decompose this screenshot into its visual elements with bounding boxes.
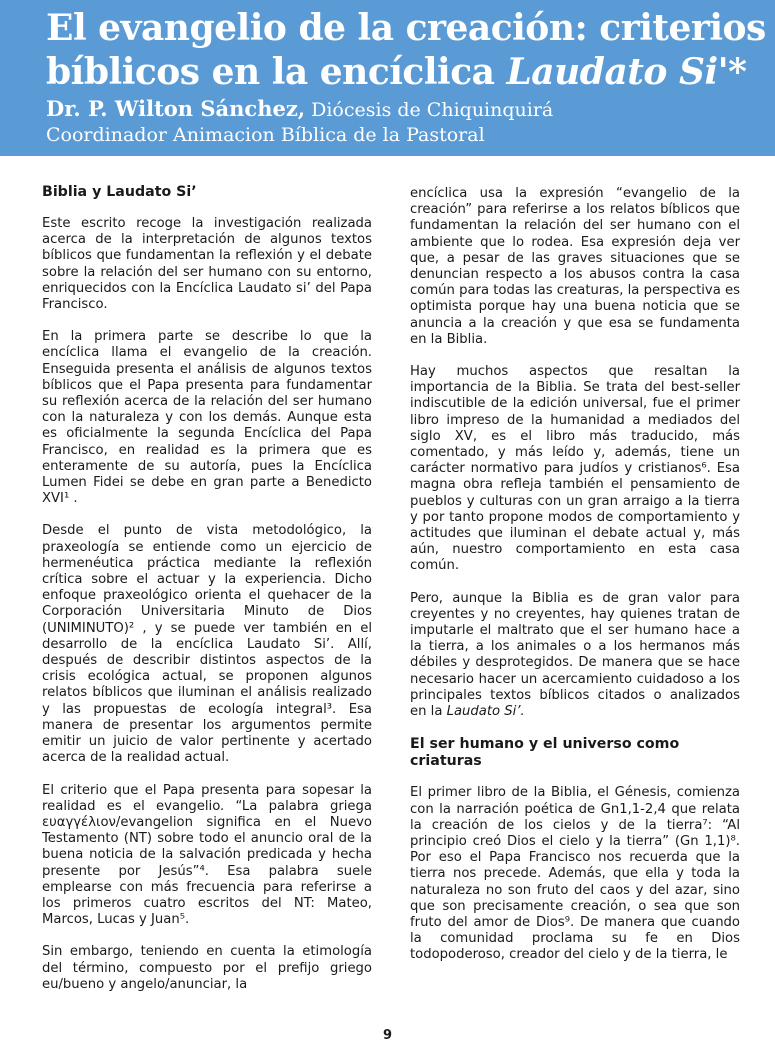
paragraph: El primer libro de la Biblia, el Génesis, comienza con la narración poética de Gn1,1-2,4 que relata la creación de los cielos y de la tierra⁷: “Al principio creó Dios el cielo y la tierra” (Gn 1,1)⁸. Por eso el Papa Francisco nos recuerda que la tierra nos precede. Además, que ella y toda la naturaleza no son fruto del caos y del azar, sino que son precisamente creación, o sea que son fruto del amor de Dios⁹. De manera que cuando la comunidad proclama su fe en Dios todopoderoso, creador del cielo y de la tierra, le [410, 785, 740, 963]
title-line-2-italic: Laudato Si'* [506, 51, 747, 93]
paragraph: Este escrito recoge la investigación realizada acerca de la interpretación de algunos textos bíblicos que fundamentan la reflexión y el debate sobre la relación del ser humano con su entorno, enriquecidos con la Encíclica Laudato si’ del Papa Francisco. [42, 216, 372, 313]
title-banner [0, 0, 775, 156]
title-line-2-plain: bíblicos en la encíclica [46, 51, 507, 93]
left-column [42, 184, 372, 1009]
page-number: 9 [382, 1028, 393, 1043]
paragraph: Hay muchos aspectos que resaltan la importancia de la Biblia. Se trata del best-seller indiscutible de la edición universal, fue el primer libro impreso de la humanidad a mediados del siglo XV, es el libro más traducido, más comentado, y más leído y, además, tiene un carácter normativo para judíos y cristianos⁶. Esa magna obra refleja también el pensamiento de pueblos y culturas con un gran arraigo a la tierra y por tanto propone modos de comportamiento y actitudes que iluminan el debate actual y, más aún, nuestro comportamiento en esta casa común. [410, 364, 740, 574]
paragraph: encíclica usa la expresión “evangelio de la creación” para referirse a los relatos bíblicos que fundamentan la relación del ser humano con el ambiente que lo rodea. Esa expresión deja ver que, a pesar de las graves situaciones que se denuncian respecto a los abusos contra la casa común para todas las creaturas, la perspectiva es optimista porque hay una buena noticia que se anuncia a la creación y que esa se fundamenta en la Biblia. [410, 186, 740, 347]
author-line [46, 96, 729, 123]
paragraph: El criterio que el Papa presenta para sopesar la realidad es el evangelio. “La palabra griega ευαγγέλιον/evangelion significa en el Nuevo Testamento (NT) sobre todo el anuncio oral de la buena noticia de la salvación predicada y hecha presente por Jesús”⁴. Esa palabra suele emplearse con más frecuencia para referirse a los primeros cuatro escritos del NT: Mateo, Marcos, Lucas y Juan⁵. [42, 782, 372, 928]
article-title [46, 0, 766, 94]
title-line-1: El evangelio de la creación: criterios [46, 7, 766, 49]
author-diocese: Diócesis de Chiquinquirá [305, 99, 554, 121]
paragraph-text: Pero, aunque la Biblia es de gran valor para creyentes y no creyentes, hay quienes tratan de imputarle el maltrato que el ser humano hace a la tierra, a los animales o a los hermanos más débiles y desprotegidos. De manera que se hace necesario hacer un acercamiento cuidadoso a los principales textos bíblicos citados o analizados en la [410, 590, 740, 720]
paragraph [410, 591, 740, 721]
author-name: Dr. P. Wilton Sánchez, [46, 96, 306, 121]
paragraph: Sin embargo, teniendo en cuenta la etimología del término, compuesto por el prefijo griego eu/bueno y angelo/anunciar, la [42, 944, 372, 992]
title-line-2 [46, 50, 747, 94]
right-column [410, 186, 740, 980]
section-heading-biblia: Biblia y Laudato Si’ [42, 184, 197, 200]
section-heading-ser-humano: El ser humano y el universo como criaturas [410, 736, 680, 770]
author-role: Coordinador Animacion Bíblica de la Pastoral [46, 124, 485, 146]
paragraph-italic: Laudato Si’. [446, 704, 525, 720]
paragraph: Desde el punto de vista metodológico, la praxeología se entiende como un ejercicio de hermenéutica práctica mediante la reflexión crítica sobre el actuar y la experiencia. Dicho enfoque praxeológico orienta el quehacer de la Corporación Universitaria Minuto de Dios (UNIMINUTO)² , y se puede ver también en el desarrollo de la encíclica Laudato Si’. Allí, después de describir distintos aspectos de la crisis ecológica actual, se proponen algunos relatos bíblicos que iluminan el análisis realizado y las propuestas de ecología integral³. Esa manera de presentar los argumentos permite emitir un juicio de valor pertinente y acertado acerca de la realidad actual. [42, 523, 372, 766]
paragraph: En la primera parte se describe lo que la encíclica llama el evangelio de la creación. Enseguida presenta el análisis de algunos textos bíblicos que el Papa presenta para fundamentar su reflexión acerca de la relación del ser humano con la naturaleza y con los demás. Aunque esta es oficialmente la segunda Encíclica del Papa Francisco, en realidad es la primera que es enteramente de su autoría, pues la Encíclica Lumen Fidei se debe en gran parte a Benedicto XVI¹ . [42, 329, 372, 507]
